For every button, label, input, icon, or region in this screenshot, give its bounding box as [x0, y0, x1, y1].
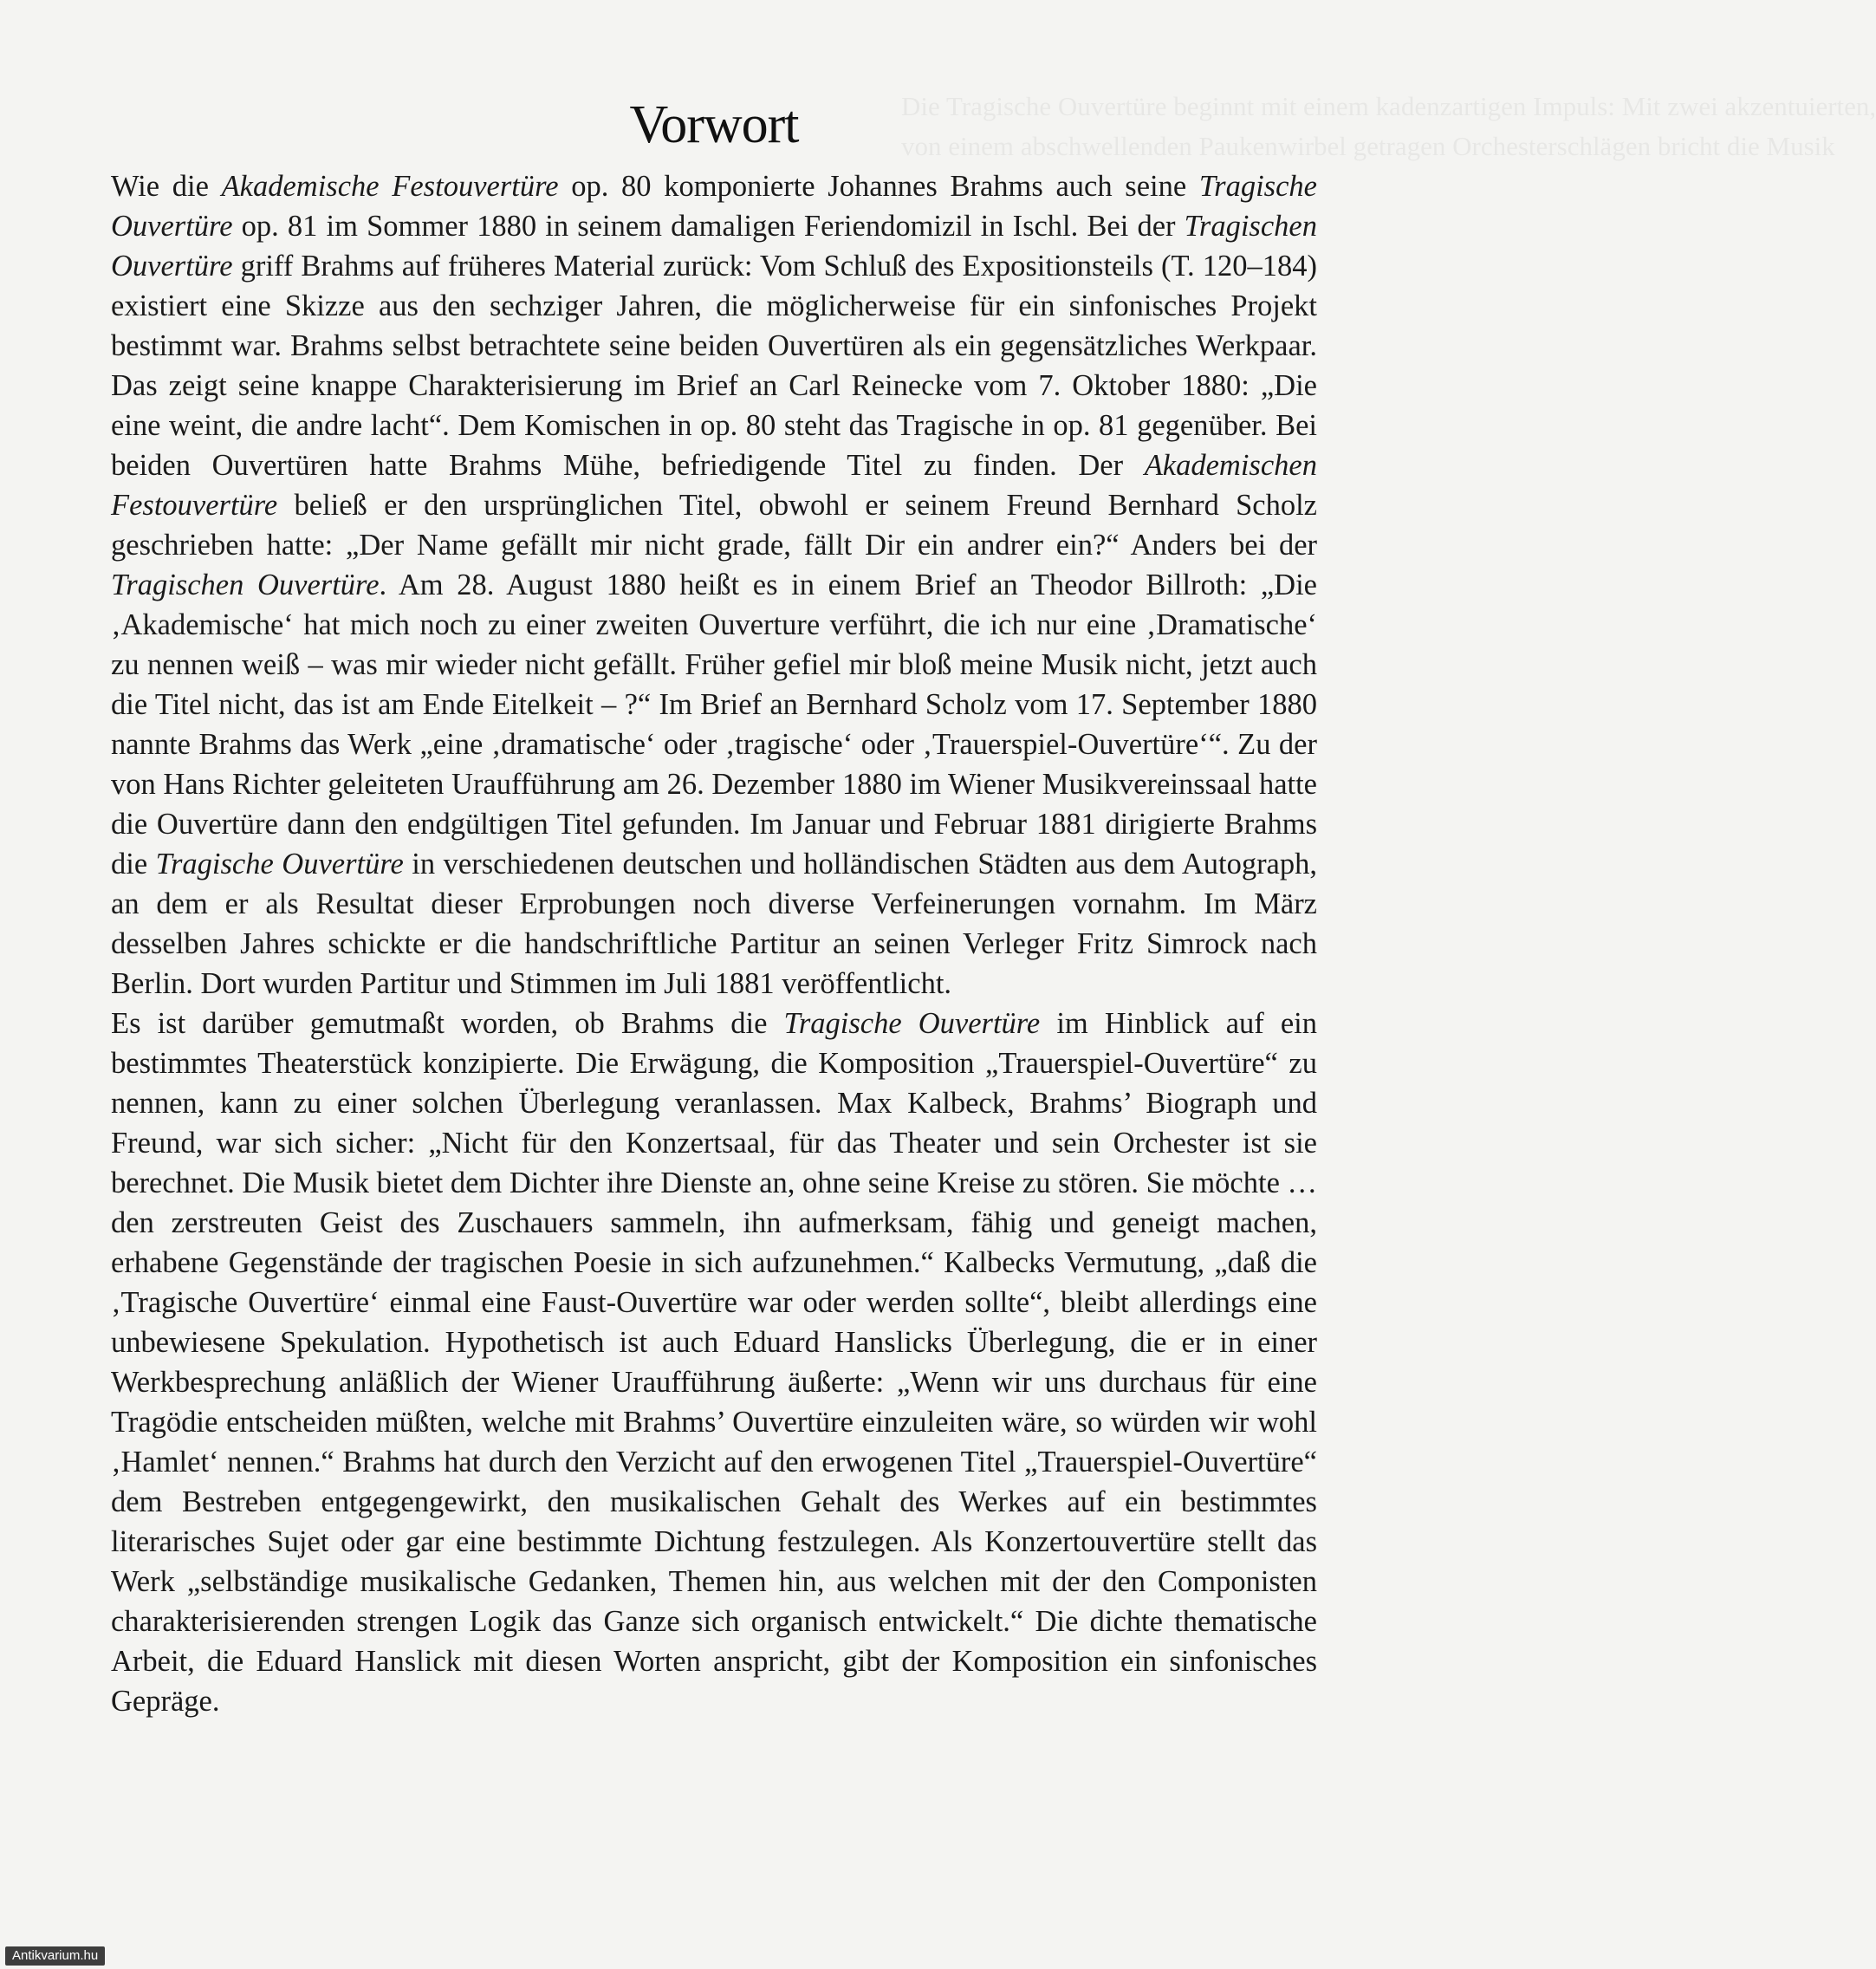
paragraph-text: Wie die [111, 170, 222, 203]
italic-title-text: Akademischen Festouvertüre [111, 449, 1317, 522]
bleed-through-line: Die Tragische Ouvertüre beginnt mit einem kadenzartigen Impuls: Mit zwei akzentuierten, [901, 91, 1876, 121]
italic-title-text: Akademische Festouvertüre [221, 170, 559, 203]
body-text [111, 166, 1317, 1721]
paragraph-text: . Am 28. August 1880 heißt es in einem Brief an Theodor Billroth: „Die ‚Akademische‘ hat mich noch zu einer zweiten Ouverture verführt, die ich nur eine ‚Dramatische‘ zu nennen weiß – was mir wieder nicht gefällt. Früher gefiel mir bloß meine Musik nicht, jetzt auch die Titel nicht, das ist am Ende Eitelkeit – ?“ Im Brief an Bernhard Scholz vom 17. September 1880 nannte Brahms das Werk „eine ‚dramatische‘ oder ‚tragische‘ oder ‚Trauerspiel-Ouvertüre‘“. Zu der von Hans Richter geleiteten Uraufführung am 26. Dezember 1880 im Wiener Musikvereinssaal hatte die Ouvertüre dann den endgültigen Titel gefunden. Im Januar und Februar 1881 dirigierte Brahms die [111, 569, 1317, 881]
italic-title-text: Tragische Ouvertüre [111, 170, 1317, 243]
italic-title-text: Tragischen Ouvertüre [111, 569, 380, 601]
italic-title-text: Tragische Ouvertüre [155, 848, 404, 881]
document-page [111, 83, 1317, 1721]
paragraph-text: Es ist darüber gemutmaßt worden, ob Brahms die [111, 1007, 784, 1040]
italic-title-text: Tragischen Ouvertüre [111, 210, 1317, 283]
paragraph-text: op. 81 im Sommer 1880 in seinem damaligen Feriendomizil in Ischl. Bei der [232, 210, 1185, 243]
paragraph-text: op. 80 komponierte Johannes Brahms auch seine [558, 170, 1199, 203]
paragraph-text: griff Brahms auf früheres Material zurück: Vom Schluß des Expositionsteils (T. 120–184) existiert eine Skizze aus den sechziger Jahren, die möglicherweise für ein sinfonisches Projekt bestimmt war. Brahms selbst betrachtete seine beiden Ouvertüren als ein gegensätzliches Werkpaar. Das zeigt seine knappe Charakterisierung im Brief an Carl Reinecke vom 7. Oktober 1880: „Die eine weint, die andre lacht“. Dem Komischen in op. 80 steht das Tragische in op. 81 gegenüber. Bei beiden Ouvertüren hatte Brahms Mühe, befriedigende Titel zu finden. Der [111, 250, 1317, 482]
bleed-through-line: von einem abschwellenden Paukenwirbel getragen Orchesterschlägen bricht die Musik [901, 131, 1835, 161]
paragraph-text: in verschiedenen deutschen und holländischen Städten aus dem Autograph, an dem er als Resultat dieser Erprobungen noch diverse Verfeinerungen vornahm. Im März desselben Jahres schickte er die handschriftliche Partitur an seinen Verleger Fritz Simrock nach Berlin. Dort wurden Partitur und Stimmen im Juli 1881 veröffentlicht. [111, 848, 1317, 1000]
paragraph-text: beließ er den ursprünglichen Titel, obwohl er seinem Freund Bernhard Scholz geschrieben hatte: „Der Name gefällt mir nicht grade, fällt Dir ein andrer ein?“ Anders bei der [111, 489, 1317, 562]
italic-title-text: Tragische Ouvertüre [783, 1007, 1041, 1040]
page-title: Vorwort [629, 95, 799, 154]
paragraph [111, 1004, 1317, 1721]
paragraph [111, 166, 1317, 1004]
paragraph-text: im Hinblick auf ein bestimmtes Theaterstück konzipierte. Die Erwägung, die Komposition „Trauerspiel-Ouvertüre“ zu nennen, kann zu einer solchen Überlegung veranlassen. Max Kalbeck, Brahms’ Biograph und Freund, war sich sicher: „Nicht für den Konzertsaal, für das Theater und sein Orchester ist sie berechnet. Die Musik bietet dem Dichter ihre Dienste an, ohne seine Kreise zu stören. Sie möchte … den zerstreuten Geist des Zuschauers sammeln, ihn aufmerksam, fähig und geneigt machen, erhabene Gegenstände der tragischen Poesie in sich aufzunehmen.“ Kalbecks Vermutung, „daß die ‚Tragische Ouvertüre‘ einmal eine Faust-Ouvertüre war oder werden sollte“, bleibt allerdings eine unbewiesene Spekulation. Hypothetisch ist auch Eduard Hanslicks Überlegung, die er in einer Werkbesprechung anläßlich der Wiener Uraufführung äußerte: „Wenn wir uns durchaus für eine Tragödie entscheiden müßten, welche mit Brahms’ Ouvertüre einzuleiten wäre, so würden wir wohl ‚Hamlet‘ nennen.“ Brahms hat durch den Verzicht auf den erwogenen Titel „Trauerspiel-Ouvertüre“ dem Bestreben entgegengewirkt, den musikalischen Gehalt des Werkes auf ein bestimmtes literarisches Sujet oder gar eine bestimmte Dichtung festzulegen. Als Konzertouvertüre stellt das Werk „selbständige musikalische Gedanken, Themen hin, aus welchen mit der den Componisten charakterisierenden strengen Logik das Ganze sich organisch entwickelt.“ Die dichte thematische Arbeit, die Eduard Hanslick mit diesen Worten anspricht, gibt der Komposition ein sinfonisches Gepräge. [111, 1007, 1318, 1718]
watermark: Antikvarium.hu [5, 1946, 105, 1966]
